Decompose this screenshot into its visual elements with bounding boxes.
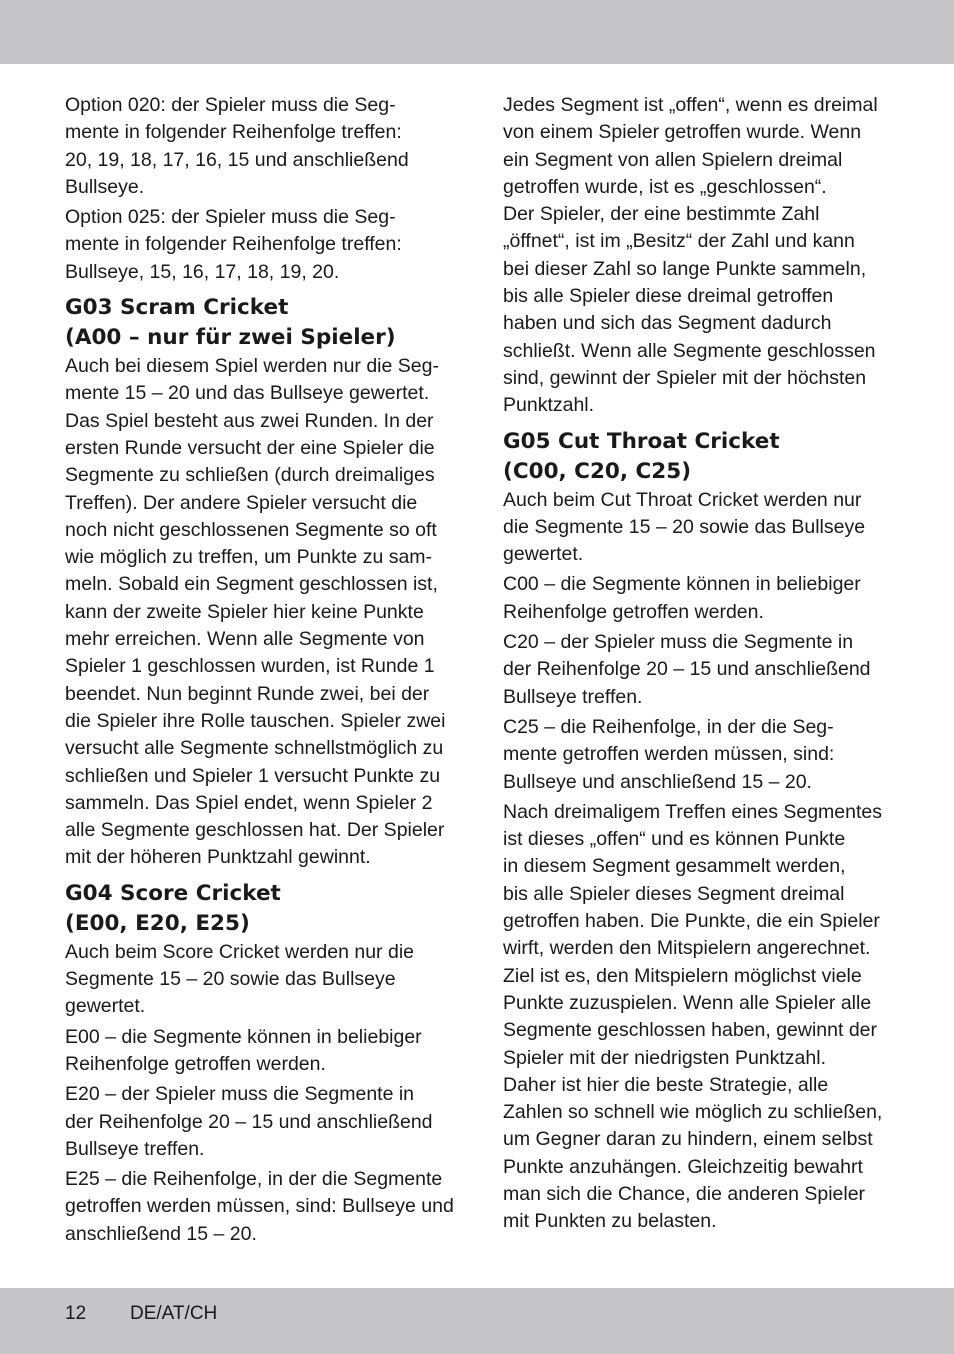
- paragraph: C20 – der Spieler muss die Segmente in der Reihenfolge 20 – 15 und anschließend Bullseye treffen.: [503, 631, 871, 708]
- paragraph: Auch beim Score Cricket werden nur die Segmente 15 – 20 sowie das Bullseye gewertet.: [65, 940, 414, 1018]
- page-number: 12: [65, 1303, 87, 1324]
- paragraph: Nach dreimaligem Treffen eines Segmentes ist dieses „offen“ und es können Punkte in diesem Segment gesammelt werden, bis alle Spieler dieses Segment dreimal getroffen haben. Die Punkte, die ein Spieler wirft, werden den Mitspielern angerechnet. Ziel ist es, den Mitspielern möglichst viele Punkte zuzuspielen. Wenn alle Spieler alle Segmente geschlossen haben, gewinnt der Spieler mit der niedrigsten Punktzahl. Daher ist hier die beste Strategie, alle Zahlen so schnell wie möglich zu schließen, um Gegner daran zu hindern, einem selbst Punkte anzuhängen. Gleichzeitig bewahrt man sich die Chance, die anderen Spieler mit Punkten zu belasten.: [503, 800, 883, 1233]
- paragraph: Option 025: der Spieler muss die Seg- mente in folgender Reihenfolge treffen: Bullseye, 15, 16, 17, 18, 19, 20.: [65, 206, 402, 283]
- paragraph: Jedes Segment ist „offen“, wenn es dreimal von einem Spieler getroffen wurde. Wenn ein Segment von allen Spielern dreimal getroffen wurde, ist es „geschlossen“. Der Spieler, der eine bestimmte Zahl „öffnet“, ist im „Besitz“ der Zahl und kann bei dieser Zahl so lange Punkte sammeln, bis alle Spieler diese dreimal getroffen haben und sich das Segment dadurch schließt. Wenn alle Segmente geschlossen sind, gewinnt der Spieler mit der höchsten Punktzahl.: [503, 94, 878, 417]
- right-column: [503, 92, 895, 1239]
- paragraph: E25 – die Reihenfolge, in der die Segmente getroffen werden müssen, sind: Bullseye und anschließend 15 – 20.: [65, 1168, 454, 1245]
- section-heading: G03 Scram Cricket (A00 – nur für zwei Spieler): [65, 295, 396, 351]
- header-bar: [0, 0, 954, 64]
- section-heading: G05 Cut Throat Cricket (C00, C20, C25): [503, 428, 780, 484]
- paragraph: Auch bei diesem Spiel werden nur die Seg- mente 15 – 20 und das Bullseye gewertet. Das Spiel besteht aus zwei Runden. In der ersten Runde versucht der eine Spieler die Segmente zu schließen (durch dreimaliges Treffen). Der andere Spieler versucht die noch nicht geschlossenen Segmente so oft wie möglich zu treffen, um Punkte zu sam- meln. Sobald ein Segment geschlossen ist, kann der zweite Spieler hier keine Punkte mehr erreichen. Wenn alle Segmente von Spieler 1 geschlossen wurden, ist Runde 1 beendet. Nun beginnt Runde zwei, bei der die Spieler ihre Rolle tauschen. Spieler zwei versucht alle Segmente schnellstmöglich zu schließen und Spieler 1 versucht Punkte zu sammeln. Das Spiel endet, wenn Spieler 2 alle Segmente geschlossen hat. Der Spieler mit der höheren Punktzahl gewinnt.: [65, 355, 446, 869]
- paragraph: E00 – die Segmente können in beliebiger Reihenfolge getroffen werden.: [65, 1025, 422, 1075]
- paragraph: Option 020: der Spieler muss die Seg- mente in folgender Reihenfolge treffen: 20, 19, 18, 17, 16, 15 und anschließend Bullseye.: [65, 94, 409, 198]
- paragraph: E20 – der Spieler muss die Segmente in der Reihenfolge 20 – 15 und anschließend Bullseye treffen.: [65, 1083, 433, 1160]
- paragraph: C25 – die Reihenfolge, in der die Seg- mente getroffen werden müssen, sind: Bullseye und anschließend 15 – 20.: [503, 715, 835, 793]
- region-label: DE/AT/CH: [130, 1303, 218, 1324]
- section-heading: G04 Score Cricket (E00, E20, E25): [65, 880, 281, 936]
- paragraph: Auch beim Cut Throat Cricket werden nur die Segmente 15 – 20 sowie das Bullseye gewertet.: [503, 488, 866, 566]
- left-column: [65, 92, 457, 1251]
- paragraph: C00 – die Segmente können in beliebiger Reihenfolge getroffen werden.: [503, 573, 861, 623]
